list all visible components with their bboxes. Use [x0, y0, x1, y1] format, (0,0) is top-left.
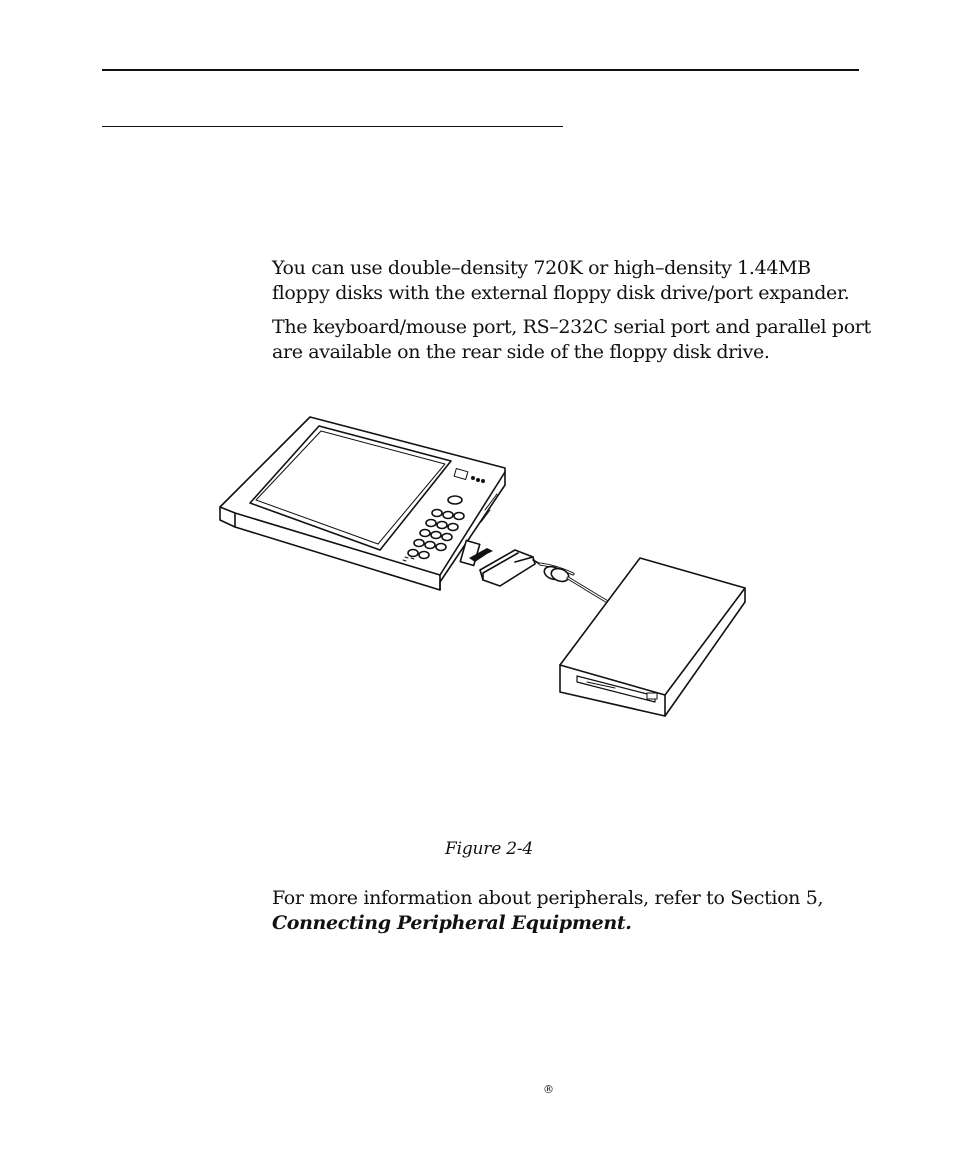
- peripherals-reference-paragraph: [272, 886, 872, 936]
- header-rule: [102, 69, 859, 71]
- port-connector: [469, 548, 540, 586]
- reference-lead-text: For more information about peripherals, refer to Section 5,: [272, 887, 824, 909]
- registered-trademark-mark: ®: [543, 1083, 554, 1096]
- section-reference: Connecting Peripheral Equipment.: [272, 912, 632, 934]
- floppy-disk-paragraph: You can use double–density 720K or high–density 1.44MB floppy disks with the external floppy disk drive/port expander.: [272, 257, 850, 304]
- ports-paragraph: The keyboard/mouse port, RS–232C serial port and parallel port are available on the rear side of the floppy disk drive.: [272, 316, 871, 363]
- drive-cable: [540, 564, 615, 606]
- floppy-drive-connection-illustration: [215, 410, 750, 720]
- section-heading-rule: [102, 126, 563, 127]
- figure-caption: Figure 2-4: [445, 839, 534, 859]
- external-floppy-drive: [560, 558, 745, 716]
- tablet-computer: [220, 417, 505, 590]
